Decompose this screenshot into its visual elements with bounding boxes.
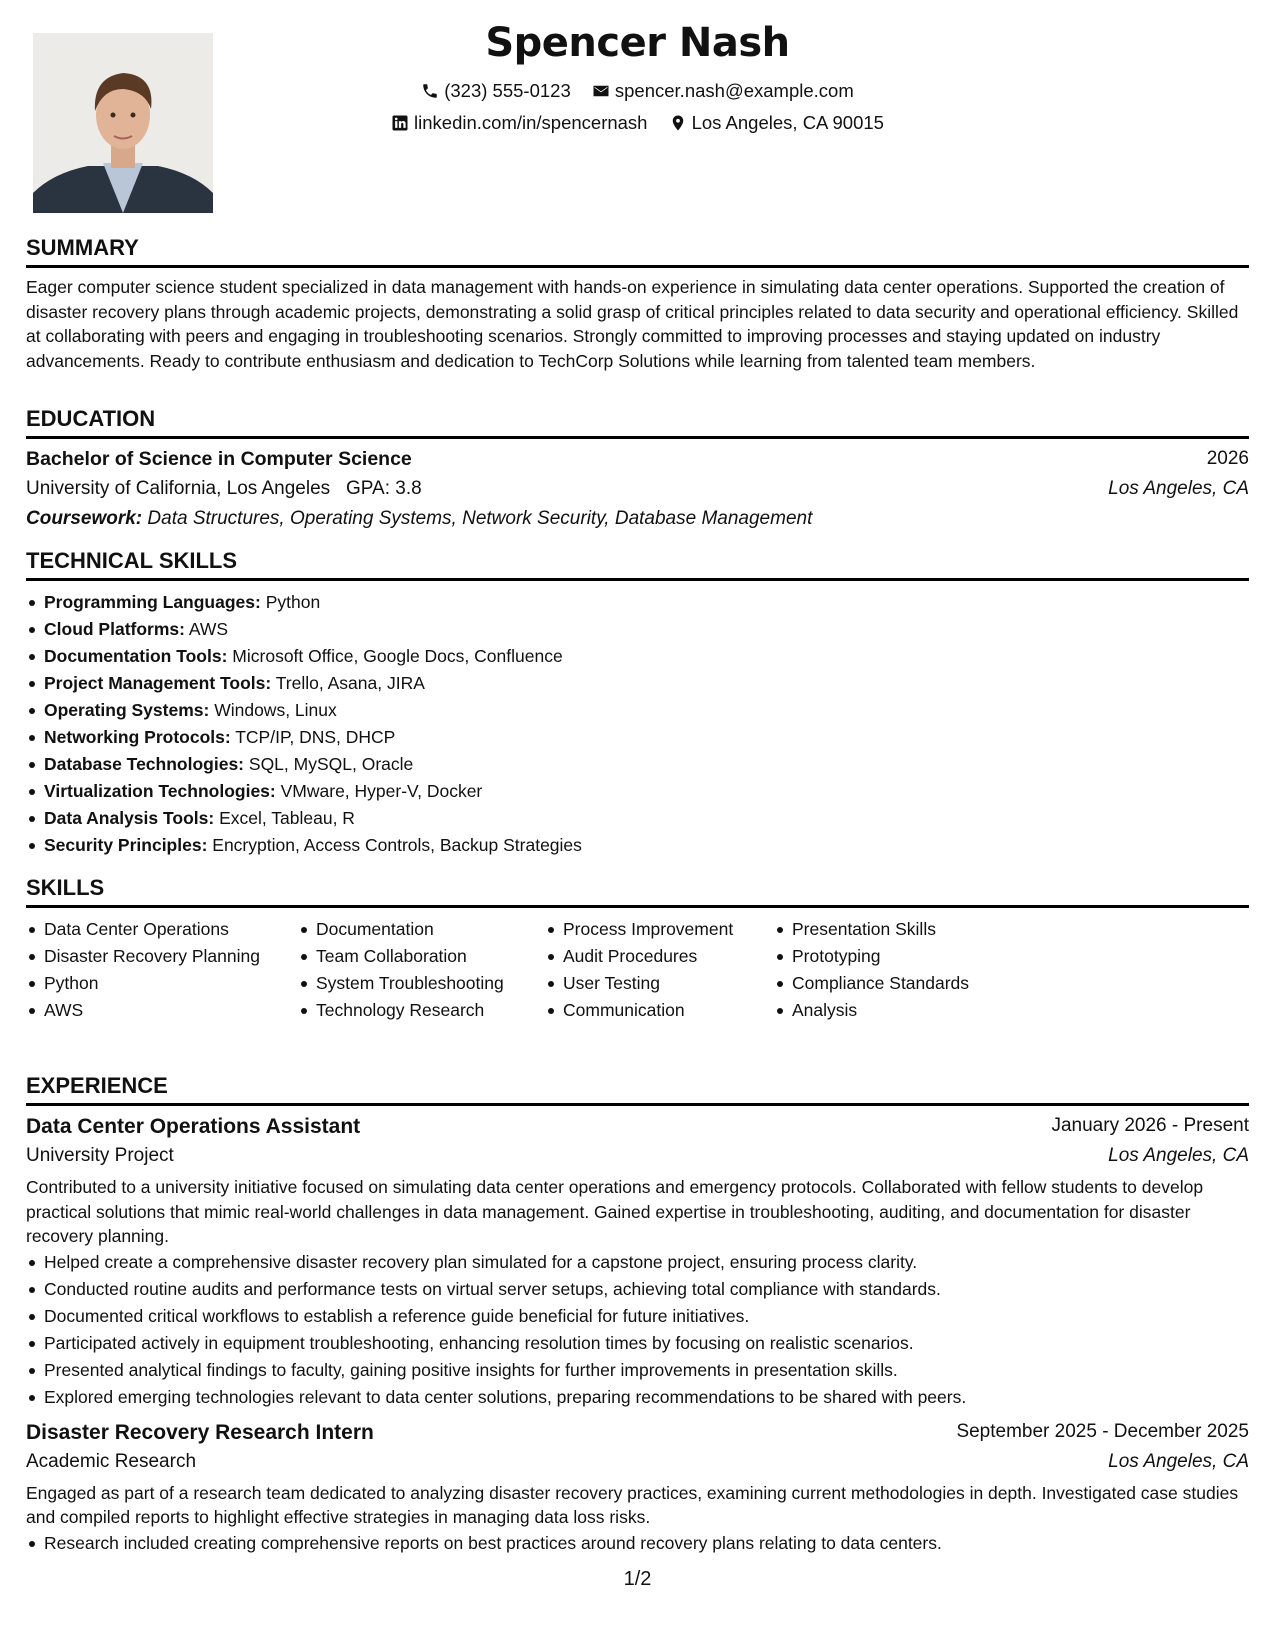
linkedin-contact[interactable] <box>391 112 647 134</box>
skill-category: Virtualization Technologies: <box>44 781 276 801</box>
section-title: SKILLS <box>26 874 1249 908</box>
coursework-label: Coursework: <box>26 508 143 529</box>
skill-category: Operating Systems: <box>44 700 210 720</box>
coursework <box>26 508 812 530</box>
job-location: Los Angeles, CA <box>1108 1145 1249 1166</box>
skill-values: Python <box>265 592 321 612</box>
phone-text: (323) 555-0123 <box>444 80 571 101</box>
location-contact <box>669 112 884 134</box>
gpa: GPA: 3.8 <box>346 478 422 499</box>
list-item <box>26 697 1249 724</box>
skill-values: SQL, MySQL, Oracle <box>248 754 414 774</box>
skill-values: Excel, Tableau, R <box>219 808 355 828</box>
section-title: TECHNICAL SKILLS <box>26 547 1249 581</box>
location-text: Los Angeles, CA 90015 <box>691 112 884 133</box>
list-item: Communication <box>545 997 774 1024</box>
skill-category: Networking Protocols: <box>44 727 231 747</box>
contact-row-2 <box>0 112 1275 137</box>
job-dates: January 2026 - Present <box>1051 1115 1249 1136</box>
summary-text: Eager computer science student specialized in data management with hands-on experience in simulating data center operations. Supported the creation of disaster recovery plans through academic projects, demonstrating a solid grasp of critical principles related to data security and operational efficiency. Skilled at collaborating with peers and engaging in troubleshooting scenarios. Strongly committed to improving processes and staying updated on industry advancements. Ready to contribute enthusiasm and dedication to TechCorp Solutions while learning from talented team members. <box>26 277 1239 371</box>
list-item: Helped create a comprehensive disaster recovery plan simulated for a capstone project, ensuring process clarity. <box>26 1249 1249 1276</box>
school-location: Los Angeles, CA <box>1108 478 1249 499</box>
skills-column <box>298 916 545 1024</box>
skill-values: Trello, Asana, JIRA <box>275 673 425 693</box>
job-dates: September 2025 - December 2025 <box>956 1420 1249 1442</box>
skill-category: Project Management Tools: <box>44 673 272 693</box>
email-text: spencer.nash@example.com <box>614 80 854 101</box>
list-item: Process Improvement <box>545 916 774 943</box>
list-item: AWS <box>26 997 298 1024</box>
job-entry <box>26 1417 1249 1557</box>
skill-values: TCP/IP, DNS, DHCP <box>235 727 396 747</box>
skill-values: VMware, Hyper-V, Docker <box>280 781 483 801</box>
list-item <box>26 751 1249 778</box>
phone-contact <box>421 80 571 102</box>
list-item <box>26 670 1249 697</box>
list-item: Documented critical workflows to establish a reference guide beneficial for future initiatives. <box>26 1303 1249 1330</box>
experience-section <box>26 1072 1249 1557</box>
skill-category: Database Technologies: <box>44 754 245 774</box>
list-item: Participated actively in equipment troubleshooting, enhancing resolution times by focusing on realistic scenarios. <box>26 1330 1249 1357</box>
map-pin-icon <box>669 114 687 132</box>
page-number: 1/2 <box>623 1568 652 1590</box>
skills-column <box>26 916 298 1024</box>
skill-category: Cloud Platforms: <box>44 619 185 639</box>
list-item <box>26 805 1249 832</box>
list-item <box>26 589 1249 616</box>
list-item: Data Center Operations <box>26 916 298 943</box>
contact-row-1 <box>0 80 1275 105</box>
skill-values: Windows, Linux <box>214 700 337 720</box>
list-item: Conducted routine audits and performance tests on virtual server setups, achieving total compliance with standards. <box>26 1276 1249 1303</box>
list-item: Technology Research <box>298 997 545 1024</box>
skill-category: Programming Languages: <box>44 592 261 612</box>
list-item <box>26 616 1249 643</box>
envelope-icon <box>592 82 610 100</box>
section-title: EDUCATION <box>26 405 1249 439</box>
list-item: Python <box>26 970 298 997</box>
skills-column <box>545 916 774 1024</box>
list-item <box>26 724 1249 751</box>
list-item: Compliance Standards <box>774 970 969 997</box>
skill-values: Encryption, Access Controls, Backup Strategies <box>212 835 582 855</box>
section-title: EXPERIENCE <box>26 1072 1249 1106</box>
skill-category: Security Principles: <box>44 835 208 855</box>
list-item: Team Collaboration <box>298 943 545 970</box>
list-item <box>26 832 1249 859</box>
job-description: Engaged as part of a research team dedicated to analyzing disaster recovery practices, examining current methodologies in depth. Investigated case studies and compiled reports to highlight effective strategies in managing data loss risks. <box>26 1482 1239 1527</box>
list-item: Analysis <box>774 997 969 1024</box>
degree-name: Bachelor of Science in Computer Science <box>26 448 412 470</box>
list-item: Documentation <box>298 916 545 943</box>
education-degree-row <box>26 444 1249 474</box>
linkedin-text: linkedin.com/in/spencernash <box>414 112 648 133</box>
skills-column <box>774 916 969 1024</box>
skill-category: Documentation Tools: <box>44 646 228 666</box>
job-org-row <box>26 1141 1249 1171</box>
list-item: System Troubleshooting <box>298 970 545 997</box>
education-section <box>26 405 1249 534</box>
linkedin-icon <box>391 114 409 132</box>
skills-section <box>26 874 1249 1024</box>
list-item <box>26 643 1249 670</box>
email-contact[interactable] <box>592 80 854 102</box>
job-entry <box>26 1111 1249 1411</box>
school-name: University of California, Los Angeles <box>26 478 331 499</box>
job-description: Contributed to a university initiative focused on simulating data center operations and emergency protocols. Collaborated with fellow students to develop practical solutions that mimic real-world challenges in data management. Gained expertise in troubleshooting, auditing, and documentation for disaster recovery planning. <box>26 1177 1204 1246</box>
job-organization: University Project <box>26 1145 174 1166</box>
list-item: Presentation Skills <box>774 916 969 943</box>
skills-grid <box>26 916 1249 1024</box>
job-bullets <box>26 1530 1249 1557</box>
job-title: Disaster Recovery Research Intern <box>26 1420 374 1444</box>
education-school-row <box>26 474 1249 504</box>
graduation-year: 2026 <box>1206 448 1249 469</box>
list-item: Explored emerging technologies relevant to data center solutions, preparing recommendations to be shared with peers. <box>26 1384 1249 1411</box>
list-item: Disaster Recovery Planning <box>26 943 298 970</box>
coursework-list: Data Structures, Operating Systems, Network Security, Database Management <box>147 508 813 529</box>
technical-skills-section <box>26 547 1249 859</box>
candidate-name: Spencer Nash <box>485 20 790 66</box>
summary-section <box>26 234 1249 373</box>
phone-icon <box>421 82 439 100</box>
list-item: Audit Procedures <box>545 943 774 970</box>
skill-values: AWS <box>188 619 229 639</box>
job-bullets <box>26 1249 1249 1411</box>
job-organization: Academic Research <box>26 1450 197 1472</box>
list-item: Presented analytical findings to faculty, gaining positive insights for further improvements in presentation skills. <box>26 1357 1249 1384</box>
job-header-row <box>26 1417 1249 1447</box>
list-item: Prototyping <box>774 943 969 970</box>
section-title: SUMMARY <box>26 234 1249 268</box>
job-header-row <box>26 1111 1249 1141</box>
job-title: Data Center Operations Assistant <box>26 1115 361 1138</box>
school-info <box>26 478 422 500</box>
skill-values: Microsoft Office, Google Docs, Confluence <box>232 646 563 666</box>
job-org-row <box>26 1447 1249 1477</box>
list-item: User Testing <box>545 970 774 997</box>
coursework-row <box>26 504 1249 534</box>
list-item: Research included creating comprehensive reports on best practices around recovery plans relating to data centers. <box>26 1530 1249 1557</box>
technical-skills-list <box>26 589 1249 859</box>
skill-category: Data Analysis Tools: <box>44 808 215 828</box>
job-location: Los Angeles, CA <box>1108 1450 1249 1472</box>
list-item <box>26 778 1249 805</box>
